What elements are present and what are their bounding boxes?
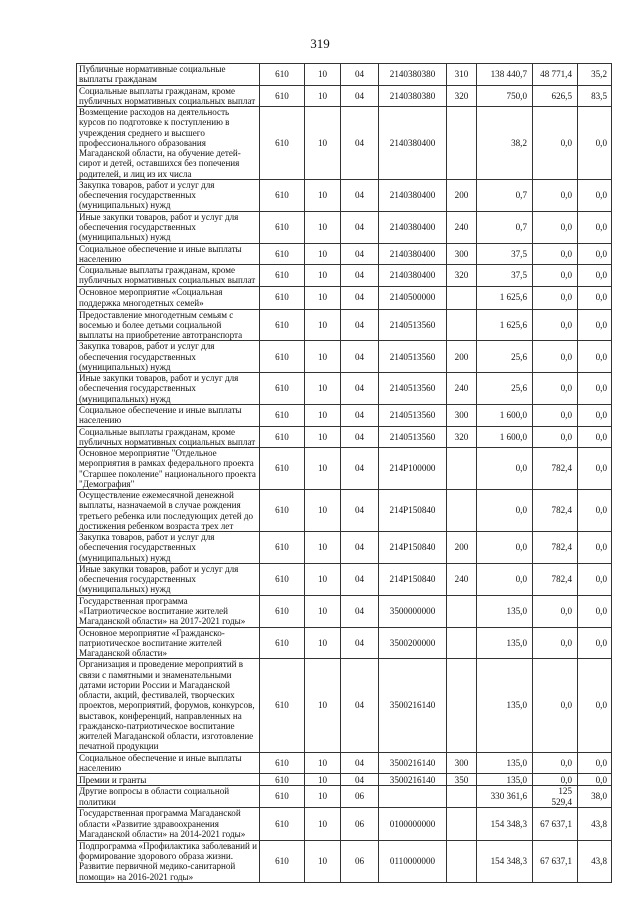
row-name: Возмещение расходов на деятельность курсов по подготовке к поступлению в учреждения среднего и высшего профессионального образования Магаданской области, на обучение детей-сирот и детей, оставшихся без попечения родителей, и лиц из их числа (77, 107, 260, 180)
row-expense-type (447, 490, 477, 532)
row-ministry-code: 610 (260, 752, 305, 774)
row-target-code: 2140513560 (379, 404, 447, 426)
table-row (77, 286, 612, 309)
row-plan-amount: 1 625,6 (477, 309, 533, 341)
row-actual-amount: 0,0 (533, 627, 578, 659)
row-subsection: 04 (341, 211, 379, 243)
row-section: 10 (305, 426, 341, 448)
table-row (77, 373, 612, 405)
row-plan-amount: 330 361,6 (477, 786, 533, 808)
row-name: Социальные выплаты гражданам, кроме публичных нормативных социальных выплат (77, 85, 260, 107)
row-actual-amount: 626,5 (533, 85, 578, 107)
row-subsection: 04 (341, 752, 379, 774)
row-section: 10 (305, 595, 341, 627)
table-row (77, 426, 612, 448)
row-subsection: 04 (341, 774, 379, 786)
row-section: 10 (305, 627, 341, 659)
row-plan-amount: 750,0 (477, 85, 533, 107)
row-target-code: 0110000000 (379, 840, 447, 882)
row-actual-amount: 782,4 (533, 563, 578, 595)
row-percent: 38,0 (578, 786, 612, 808)
row-expense-type (447, 595, 477, 627)
row-plan-amount: 0,0 (477, 448, 533, 490)
row-target-code: 2140513560 (379, 341, 447, 373)
row-plan-amount: 135,0 (477, 752, 533, 774)
row-target-code: 2140380400 (379, 265, 447, 287)
row-plan-amount: 0,7 (477, 211, 533, 243)
row-subsection: 04 (341, 404, 379, 426)
row-plan-amount: 135,0 (477, 659, 533, 752)
row-actual-amount: 67 637,1 (533, 840, 578, 882)
row-percent: 0,0 (578, 341, 612, 373)
row-subsection: 04 (341, 595, 379, 627)
row-name: Подпрограмма «Профилактика заболеваний и формирование здорового образа жизни. Развитие первичной медико-санитарной помощи» на 2016-2021 годы» (77, 840, 260, 882)
row-percent: 83,5 (578, 85, 612, 107)
row-subsection: 04 (341, 309, 379, 341)
page-number: 319 (310, 36, 330, 51)
row-percent: 0,0 (578, 752, 612, 774)
row-name: Социальные выплаты гражданам, кроме публичных нормативных социальных выплат (77, 426, 260, 448)
row-expense-type: 240 (447, 373, 477, 405)
row-name: Иные закупки товаров, работ и услуг для обеспечения государственных (муниципальных) нужд (77, 211, 260, 243)
row-actual-amount: 0,0 (533, 309, 578, 341)
row-expense-type: 300 (447, 243, 477, 265)
row-section: 10 (305, 341, 341, 373)
row-subsection: 04 (341, 265, 379, 287)
row-actual-amount: 0,0 (533, 595, 578, 627)
row-ministry-code: 610 (260, 265, 305, 287)
row-percent: 0,0 (578, 243, 612, 265)
row-target-code (379, 786, 447, 808)
row-subsection: 04 (341, 532, 379, 564)
row-expense-type: 200 (447, 341, 477, 373)
row-name: Социальные выплаты гражданам, кроме публичных нормативных социальных выплат (77, 265, 260, 287)
row-section: 10 (305, 448, 341, 490)
row-ministry-code: 610 (260, 563, 305, 595)
row-ministry-code: 610 (260, 404, 305, 426)
row-ministry-code: 610 (260, 64, 305, 86)
row-expense-type: 320 (447, 85, 477, 107)
row-actual-amount: 48 771,4 (533, 64, 578, 86)
row-ministry-code: 610 (260, 309, 305, 341)
row-actual-amount: 0,0 (533, 286, 578, 309)
row-expense-type: 200 (447, 532, 477, 564)
row-section: 10 (305, 752, 341, 774)
row-subsection: 04 (341, 659, 379, 752)
row-subsection: 06 (341, 786, 379, 808)
row-section: 10 (305, 85, 341, 107)
row-name: Публичные нормативные социальные выплаты гражданам (77, 64, 260, 86)
row-name: Государственная программа Магаданской области «Развитие здравоохранения Магаданской области» на 2014-2021 годы» (77, 807, 260, 840)
row-actual-amount: 0,0 (533, 243, 578, 265)
row-subsection: 04 (341, 64, 379, 86)
row-subsection: 04 (341, 286, 379, 309)
row-actual-amount: 0,0 (533, 659, 578, 752)
row-percent: 0,0 (578, 373, 612, 405)
row-percent: 0,0 (578, 107, 612, 180)
row-expense-type: 300 (447, 404, 477, 426)
row-plan-amount: 135,0 (477, 595, 533, 627)
row-name: Другие вопросы в области социальной политики (77, 786, 260, 808)
row-actual-amount: 782,4 (533, 448, 578, 490)
row-ministry-code: 610 (260, 107, 305, 180)
row-plan-amount: 0,0 (477, 490, 533, 532)
row-name: Закупка товаров, работ и услуг для обеспечения государственных (муниципальных) нужд (77, 341, 260, 373)
row-ministry-code: 610 (260, 448, 305, 490)
row-percent: 0,0 (578, 595, 612, 627)
table-row (77, 774, 612, 786)
row-target-code: 3500216140 (379, 659, 447, 752)
row-ministry-code: 610 (260, 373, 305, 405)
row-expense-type (447, 840, 477, 882)
row-subsection: 06 (341, 807, 379, 840)
row-target-code: 2140380400 (379, 179, 447, 211)
table-row (77, 85, 612, 107)
row-percent: 0,0 (578, 532, 612, 564)
row-name: Премии и гранты (77, 774, 260, 786)
row-plan-amount: 38,2 (477, 107, 533, 180)
row-actual-amount: 0,0 (533, 107, 578, 180)
table-row (77, 341, 612, 373)
row-target-code: 2140380400 (379, 243, 447, 265)
budget-table (76, 63, 612, 883)
row-ministry-code: 610 (260, 807, 305, 840)
row-expense-type (447, 309, 477, 341)
row-target-code: 2140380400 (379, 211, 447, 243)
row-ministry-code: 610 (260, 211, 305, 243)
row-section: 10 (305, 243, 341, 265)
row-name: Основное мероприятие "Отдельное мероприятия в рамках федерального проекта "Старшее поколение" национального проекта "Демография" (77, 448, 260, 490)
row-expense-type (447, 107, 477, 180)
row-name: Основное мероприятие «Гражданско-патриотическое воспитание жителей Магаданской области» (77, 627, 260, 659)
row-expense-type (447, 627, 477, 659)
row-name: Предоставление многодетным семьям с восемью и более детьми социальной выплаты на приобретение автотранспорта (77, 309, 260, 341)
row-percent: 0,0 (578, 179, 612, 211)
row-name: Закупка товаров, работ и услуг для обеспечения государственных (муниципальных) нужд (77, 532, 260, 564)
row-percent: 0,0 (578, 211, 612, 243)
row-expense-type (447, 659, 477, 752)
row-plan-amount: 37,5 (477, 243, 533, 265)
row-subsection: 04 (341, 107, 379, 180)
table-row (77, 448, 612, 490)
row-actual-amount: 0,0 (533, 373, 578, 405)
row-ministry-code: 610 (260, 659, 305, 752)
row-plan-amount: 1 625,6 (477, 286, 533, 309)
table-row (77, 265, 612, 287)
row-section: 10 (305, 107, 341, 180)
row-ministry-code: 610 (260, 595, 305, 627)
row-section: 10 (305, 373, 341, 405)
row-expense-type: 320 (447, 265, 477, 287)
row-subsection: 04 (341, 341, 379, 373)
table-row (77, 563, 612, 595)
row-target-code: 2140513560 (379, 309, 447, 341)
row-actual-amount: 0,0 (533, 752, 578, 774)
table-row (77, 107, 612, 180)
row-target-code: 214P100000 (379, 448, 447, 490)
row-section: 10 (305, 179, 341, 211)
row-target-code: 2140380400 (379, 107, 447, 180)
row-name: Социальное обеспечение и иные выплаты населению (77, 243, 260, 265)
row-target-code: 0100000000 (379, 807, 447, 840)
row-plan-amount: 154 348,3 (477, 840, 533, 882)
row-actual-amount: 0,0 (533, 774, 578, 786)
table-row (77, 211, 612, 243)
row-subsection: 06 (341, 840, 379, 882)
row-ministry-code: 610 (260, 774, 305, 786)
row-subsection: 04 (341, 490, 379, 532)
row-expense-type (447, 448, 477, 490)
row-name: Социальное обеспечение и иные выплаты населению (77, 404, 260, 426)
row-section: 10 (305, 786, 341, 808)
row-ministry-code: 610 (260, 341, 305, 373)
row-section: 10 (305, 774, 341, 786)
row-subsection: 04 (341, 243, 379, 265)
row-section: 10 (305, 211, 341, 243)
row-target-code: 3500216140 (379, 752, 447, 774)
row-subsection: 04 (341, 448, 379, 490)
row-expense-type: 200 (447, 179, 477, 211)
row-subsection: 04 (341, 563, 379, 595)
row-expense-type: 240 (447, 563, 477, 595)
row-ministry-code: 610 (260, 179, 305, 211)
row-expense-type: 320 (447, 426, 477, 448)
row-ministry-code: 610 (260, 490, 305, 532)
row-expense-type (447, 786, 477, 808)
row-subsection: 04 (341, 627, 379, 659)
row-ministry-code: 610 (260, 840, 305, 882)
row-name: Основное мероприятие «Социальная поддержка многодетных семей» (77, 286, 260, 309)
row-percent: 35,2 (578, 64, 612, 86)
row-plan-amount: 138 440,7 (477, 64, 533, 86)
row-ministry-code: 610 (260, 532, 305, 564)
table-row (77, 179, 612, 211)
row-actual-amount: 782,4 (533, 490, 578, 532)
row-ministry-code: 610 (260, 286, 305, 309)
row-plan-amount: 0,7 (477, 179, 533, 211)
row-expense-type (447, 807, 477, 840)
row-target-code: 2140500000 (379, 286, 447, 309)
row-plan-amount: 25,6 (477, 373, 533, 405)
row-target-code: 2140380380 (379, 64, 447, 86)
table-row (77, 786, 612, 808)
row-target-code: 2140513560 (379, 426, 447, 448)
row-target-code: 214P150840 (379, 563, 447, 595)
row-ministry-code: 610 (260, 85, 305, 107)
row-ministry-code: 610 (260, 426, 305, 448)
table-row (77, 752, 612, 774)
row-percent: 0,0 (578, 286, 612, 309)
row-section: 10 (305, 286, 341, 309)
row-expense-type: 300 (447, 752, 477, 774)
row-target-code: 214P150840 (379, 490, 447, 532)
row-ministry-code: 610 (260, 627, 305, 659)
row-percent: 0,0 (578, 309, 612, 341)
row-plan-amount: 0,0 (477, 563, 533, 595)
row-section: 10 (305, 64, 341, 86)
row-name: Организация и проведение мероприятий в связи с памятными и знаменательными датами истории России и Магаданской области, акций, фестивалей, творческих проектов, мероприятий, форумов, конкурсов, выставок, конференций, направленных на гражданско-патриотическое воспитание жителей Магаданской области, изготовление печатной продукции (77, 659, 260, 752)
row-percent: 0,0 (578, 490, 612, 532)
row-target-code: 3500216140 (379, 774, 447, 786)
row-percent: 0,0 (578, 265, 612, 287)
table-row (77, 532, 612, 564)
row-section: 10 (305, 840, 341, 882)
row-percent: 0,0 (578, 659, 612, 752)
row-target-code: 3500200000 (379, 627, 447, 659)
table-row (77, 490, 612, 532)
row-section: 10 (305, 659, 341, 752)
row-percent: 0,0 (578, 627, 612, 659)
row-actual-amount: 0,0 (533, 211, 578, 243)
row-percent: 43,8 (578, 807, 612, 840)
row-name: Осуществление ежемесячной денежной выплаты, назначаемой в случае рождения третьего ребенка или последующих детей до достижения ребенком возраста трех лет (77, 490, 260, 532)
table-row (77, 64, 612, 86)
row-target-code: 3500000000 (379, 595, 447, 627)
row-subsection: 04 (341, 426, 379, 448)
row-percent: 0,0 (578, 404, 612, 426)
row-section: 10 (305, 532, 341, 564)
table-row (77, 309, 612, 341)
row-name: Закупка товаров, работ и услуг для обеспечения государственных (муниципальных) нужд (77, 179, 260, 211)
row-expense-type (447, 286, 477, 309)
row-percent: 0,0 (578, 563, 612, 595)
row-plan-amount: 0,0 (477, 532, 533, 564)
row-actual-amount: 782,4 (533, 532, 578, 564)
table-row (77, 243, 612, 265)
row-expense-type: 350 (447, 774, 477, 786)
row-actual-amount: 0,0 (533, 404, 578, 426)
row-name: Государственная программа «Патриотическое воспитание жителей Магаданской области» на 2017-2021 годы» (77, 595, 260, 627)
row-expense-type: 240 (447, 211, 477, 243)
row-percent: 0,0 (578, 448, 612, 490)
row-section: 10 (305, 807, 341, 840)
row-plan-amount: 135,0 (477, 774, 533, 786)
row-target-code: 2140513560 (379, 373, 447, 405)
row-name: Иные закупки товаров, работ и услуг для обеспечения государственных (муниципальных) нужд (77, 373, 260, 405)
row-actual-amount: 0,0 (533, 265, 578, 287)
row-plan-amount: 25,6 (477, 341, 533, 373)
row-section: 10 (305, 490, 341, 532)
row-actual-amount: 67 637,1 (533, 807, 578, 840)
row-section: 10 (305, 563, 341, 595)
row-expense-type: 310 (447, 64, 477, 86)
row-plan-amount: 135,0 (477, 627, 533, 659)
row-ministry-code: 610 (260, 243, 305, 265)
row-plan-amount: 154 348,3 (477, 807, 533, 840)
row-target-code: 214P150840 (379, 532, 447, 564)
table-row (77, 627, 612, 659)
row-plan-amount: 37,5 (477, 265, 533, 287)
row-target-code: 2140380380 (379, 85, 447, 107)
row-subsection: 04 (341, 179, 379, 211)
row-actual-amount: 125 529,4 (533, 786, 578, 808)
row-percent: 0,0 (578, 774, 612, 786)
table-row (77, 404, 612, 426)
table-row (77, 659, 612, 752)
row-ministry-code: 610 (260, 786, 305, 808)
row-subsection: 04 (341, 85, 379, 107)
row-percent: 43,8 (578, 840, 612, 882)
row-actual-amount: 0,0 (533, 426, 578, 448)
row-percent: 0,0 (578, 426, 612, 448)
table-row (77, 807, 612, 840)
table-row (77, 595, 612, 627)
table-row (77, 840, 612, 882)
row-plan-amount: 1 600,0 (477, 404, 533, 426)
row-name: Социальное обеспечение и иные выплаты населению (77, 752, 260, 774)
row-actual-amount: 0,0 (533, 179, 578, 211)
row-subsection: 04 (341, 373, 379, 405)
row-name: Иные закупки товаров, работ и услуг для обеспечения государственных (муниципальных) нужд (77, 563, 260, 595)
row-section: 10 (305, 265, 341, 287)
row-section: 10 (305, 404, 341, 426)
row-plan-amount: 1 600,0 (477, 426, 533, 448)
row-section: 10 (305, 309, 341, 341)
row-actual-amount: 0,0 (533, 341, 578, 373)
